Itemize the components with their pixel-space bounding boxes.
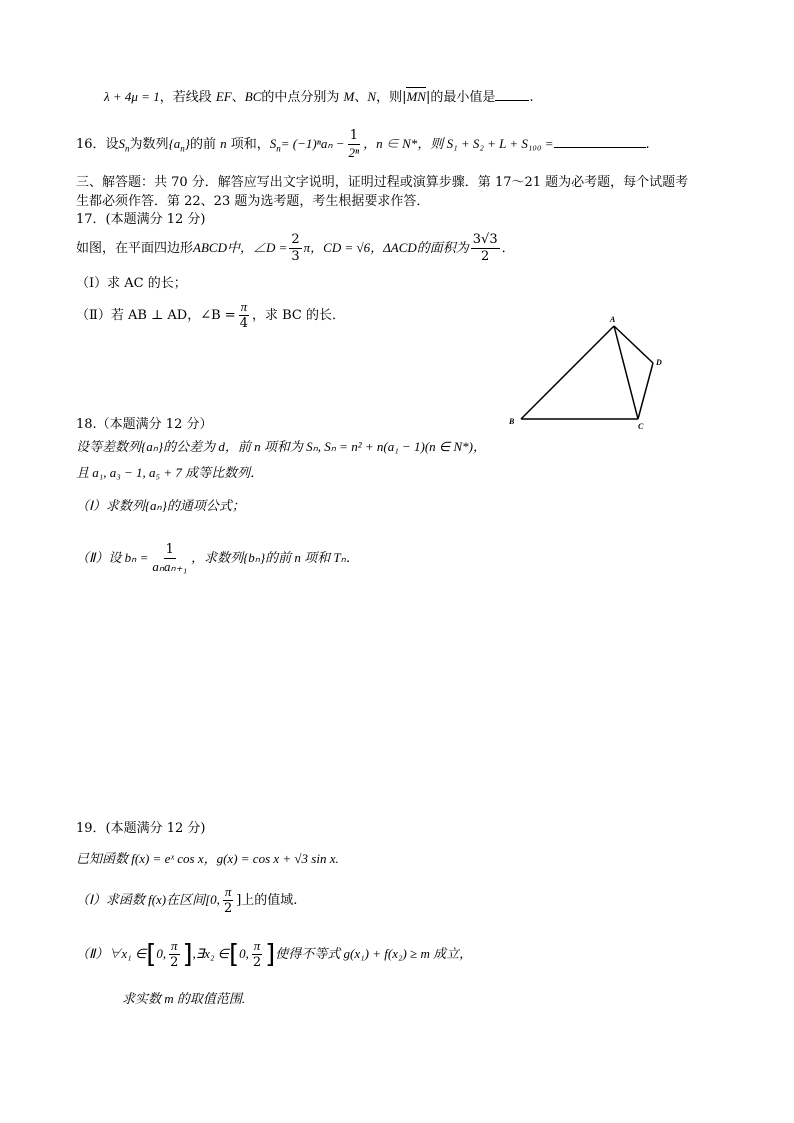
q18-line2: 且 a₁, a₃ − 1, a₅ + 7 成等比数列． <box>76 465 264 480</box>
q16-answer-blank <box>554 146 646 148</box>
q15-vector-mn: MN <box>406 89 426 104</box>
q19-part2-mid: ,∃x₂ ∈ <box>192 946 229 961</box>
q17-part2-b: ，求 BC 的长． <box>251 308 345 323</box>
right-bracket-2: ] <box>265 939 276 970</box>
vertex-c-label: C <box>638 422 644 431</box>
q17-area-den: 2 <box>481 249 490 264</box>
q17-part2-frac <box>238 299 250 332</box>
q15-point-m: M <box>343 89 355 104</box>
q17-angle-frac <box>289 232 301 265</box>
q16-frac-den: 2ⁿ <box>348 145 360 160</box>
q17-part2-a: （Ⅱ）若 AB ⊥ AD，∠B = <box>76 308 236 323</box>
q16-frac-num: 1 <box>349 128 358 143</box>
q19-part1-frac <box>222 884 234 917</box>
q17-intro-end: ． <box>501 241 515 256</box>
segment-ab <box>521 326 614 419</box>
q16-n: n <box>220 136 227 151</box>
q19-part2 <box>76 932 472 977</box>
q19-part1 <box>76 882 297 919</box>
q17-quad: ABCD <box>193 240 227 255</box>
section3-line1: 三、解答题：共 70 分．解答应写出文字说明，证明过程或演算步骤．第 17～21 题为必考题，每个试题考 <box>76 175 689 190</box>
q17-header: 17．(本题满分 12 分) <box>76 212 206 227</box>
q16-end: . <box>645 137 650 152</box>
q19-part1-den: 2 <box>223 901 233 916</box>
section3-line2: 生都必须作答．第 22、23 题为选考题，考生根据要求作答． <box>76 194 430 209</box>
q17-intro <box>76 230 515 267</box>
q19-part2-a: （Ⅱ）∀x₁ ∈ <box>76 946 147 961</box>
q16-an: $\{a_n\}$ <box>168 136 190 154</box>
q16-number: 16．设 <box>76 137 119 152</box>
q15-sep2: 、 <box>354 90 368 105</box>
q18-part2-num: 1 <box>165 542 174 557</box>
q15-text-c: ，则| <box>376 90 407 105</box>
q19-part1-a: （Ⅰ）求函数 f(x)在区间[0, <box>76 892 220 907</box>
q15-text-d: |的最小值是 <box>425 90 496 105</box>
q15-point-n: N <box>367 89 377 104</box>
segment-ac <box>614 326 638 419</box>
q19-part1-num: π <box>224 884 232 899</box>
q17-part2-num: π <box>240 299 248 314</box>
q15-answer-blank <box>495 99 529 101</box>
q18-part2-b: ，求数列{bₙ}的前 n 项和 Tₙ． <box>191 550 359 565</box>
q19-part2-den2: 2 <box>252 955 262 970</box>
q17-part1: （Ⅰ）求 AC 的长； <box>76 276 187 291</box>
q17-intro-c: π，CD = √6，ΔACD的面积为 <box>303 240 469 255</box>
q19-part2-num1: π <box>171 938 178 953</box>
q15-end: . <box>529 90 534 105</box>
q16-line <box>76 126 650 167</box>
q16-s2: 的前 <box>189 137 216 152</box>
q19-part2-den1: 2 <box>170 955 179 970</box>
q17-angle-num: 2 <box>291 232 300 247</box>
vertex-a-label: A <box>610 315 616 324</box>
q15-seg1: EF <box>215 89 232 104</box>
q18-part2 <box>76 538 359 579</box>
q19-part2-frac2 <box>251 938 263 971</box>
q16-s1: 为数列 <box>129 137 169 152</box>
q17-angle-den: 3 <box>291 249 300 264</box>
q17-intro-b: 中，∠D = <box>226 240 288 255</box>
q19-part2-frac1 <box>168 938 180 971</box>
q17-area-num: 3√3 <box>472 232 498 247</box>
q19-interval1-zero: 0, <box>156 946 167 961</box>
q16-ask: ，则 S₁ + S₂ + L + S₁₀₀ = <box>417 136 554 151</box>
q16-n-cond: ，n ∈ N* <box>363 136 418 151</box>
q19-interval2-zero: 0, <box>239 946 249 961</box>
q19-part1-b: ]上的值域. <box>236 893 298 908</box>
q17-part2 <box>76 298 345 334</box>
q18-part2-a: （Ⅱ）设 bₙ = <box>76 550 149 565</box>
q18-header: 18.（本题满分 12 分） <box>76 417 213 432</box>
segment-dc <box>638 363 653 419</box>
q18-part1: （Ⅰ）求数列{aₙ}的通项公式； <box>76 498 245 513</box>
q16-formula-lhs: $S_n$ <box>269 136 281 154</box>
q17-part2-den: 4 <box>239 316 248 331</box>
left-bracket-2: [ <box>228 939 240 970</box>
q19-line1: 已知函数 f(x) = eˣ cos x，g(x) = cos x + √3 sin x. <box>76 851 339 866</box>
q16-fraction <box>347 128 362 161</box>
q19-part2-num2: π <box>253 938 261 953</box>
q19-part2-line2: 求实数 m 的取值范围. <box>122 991 246 1006</box>
q16-formula-mid: = (−1)ⁿaₙ − <box>280 136 345 151</box>
segment-ad <box>614 326 653 363</box>
q15-lead-formula: λ + 4μ = 1 <box>104 89 160 104</box>
q18-part2-den: aₙaₙ₊₁ <box>152 559 188 574</box>
vertex-b-label: B <box>509 417 515 426</box>
q19-part2-b: 使得不等式 g(x₁) + f(x₂) ≥ m 成立， <box>275 946 473 961</box>
q15-sep: 、 <box>231 90 245 105</box>
q15-seg2: BC <box>244 89 262 104</box>
left-bracket-1: [ <box>146 939 157 970</box>
q15-text-b: 的中点分别为 <box>261 90 340 105</box>
q19-header: 19．(本题满分 12 分) <box>76 821 206 836</box>
q15-text-a: ，若线段 <box>159 90 212 105</box>
q17-area-frac <box>471 232 500 265</box>
right-bracket-1: ] <box>182 939 193 970</box>
q18-line1: 设等差数列{aₙ}的公差为 d，前 n 项和为 Sₙ, Sₙ = n² + n(a₁ − 1)(n ∈ N*)， <box>76 439 486 454</box>
q17-intro-a: 如图，在平面四边形 <box>76 241 194 256</box>
q16-sn: $S_n$ <box>118 136 130 154</box>
q16-s3: 项和， <box>230 137 270 152</box>
q18-part2-frac <box>150 542 189 575</box>
vertex-d-label: D <box>656 358 662 367</box>
q15-tail-line <box>104 88 534 107</box>
